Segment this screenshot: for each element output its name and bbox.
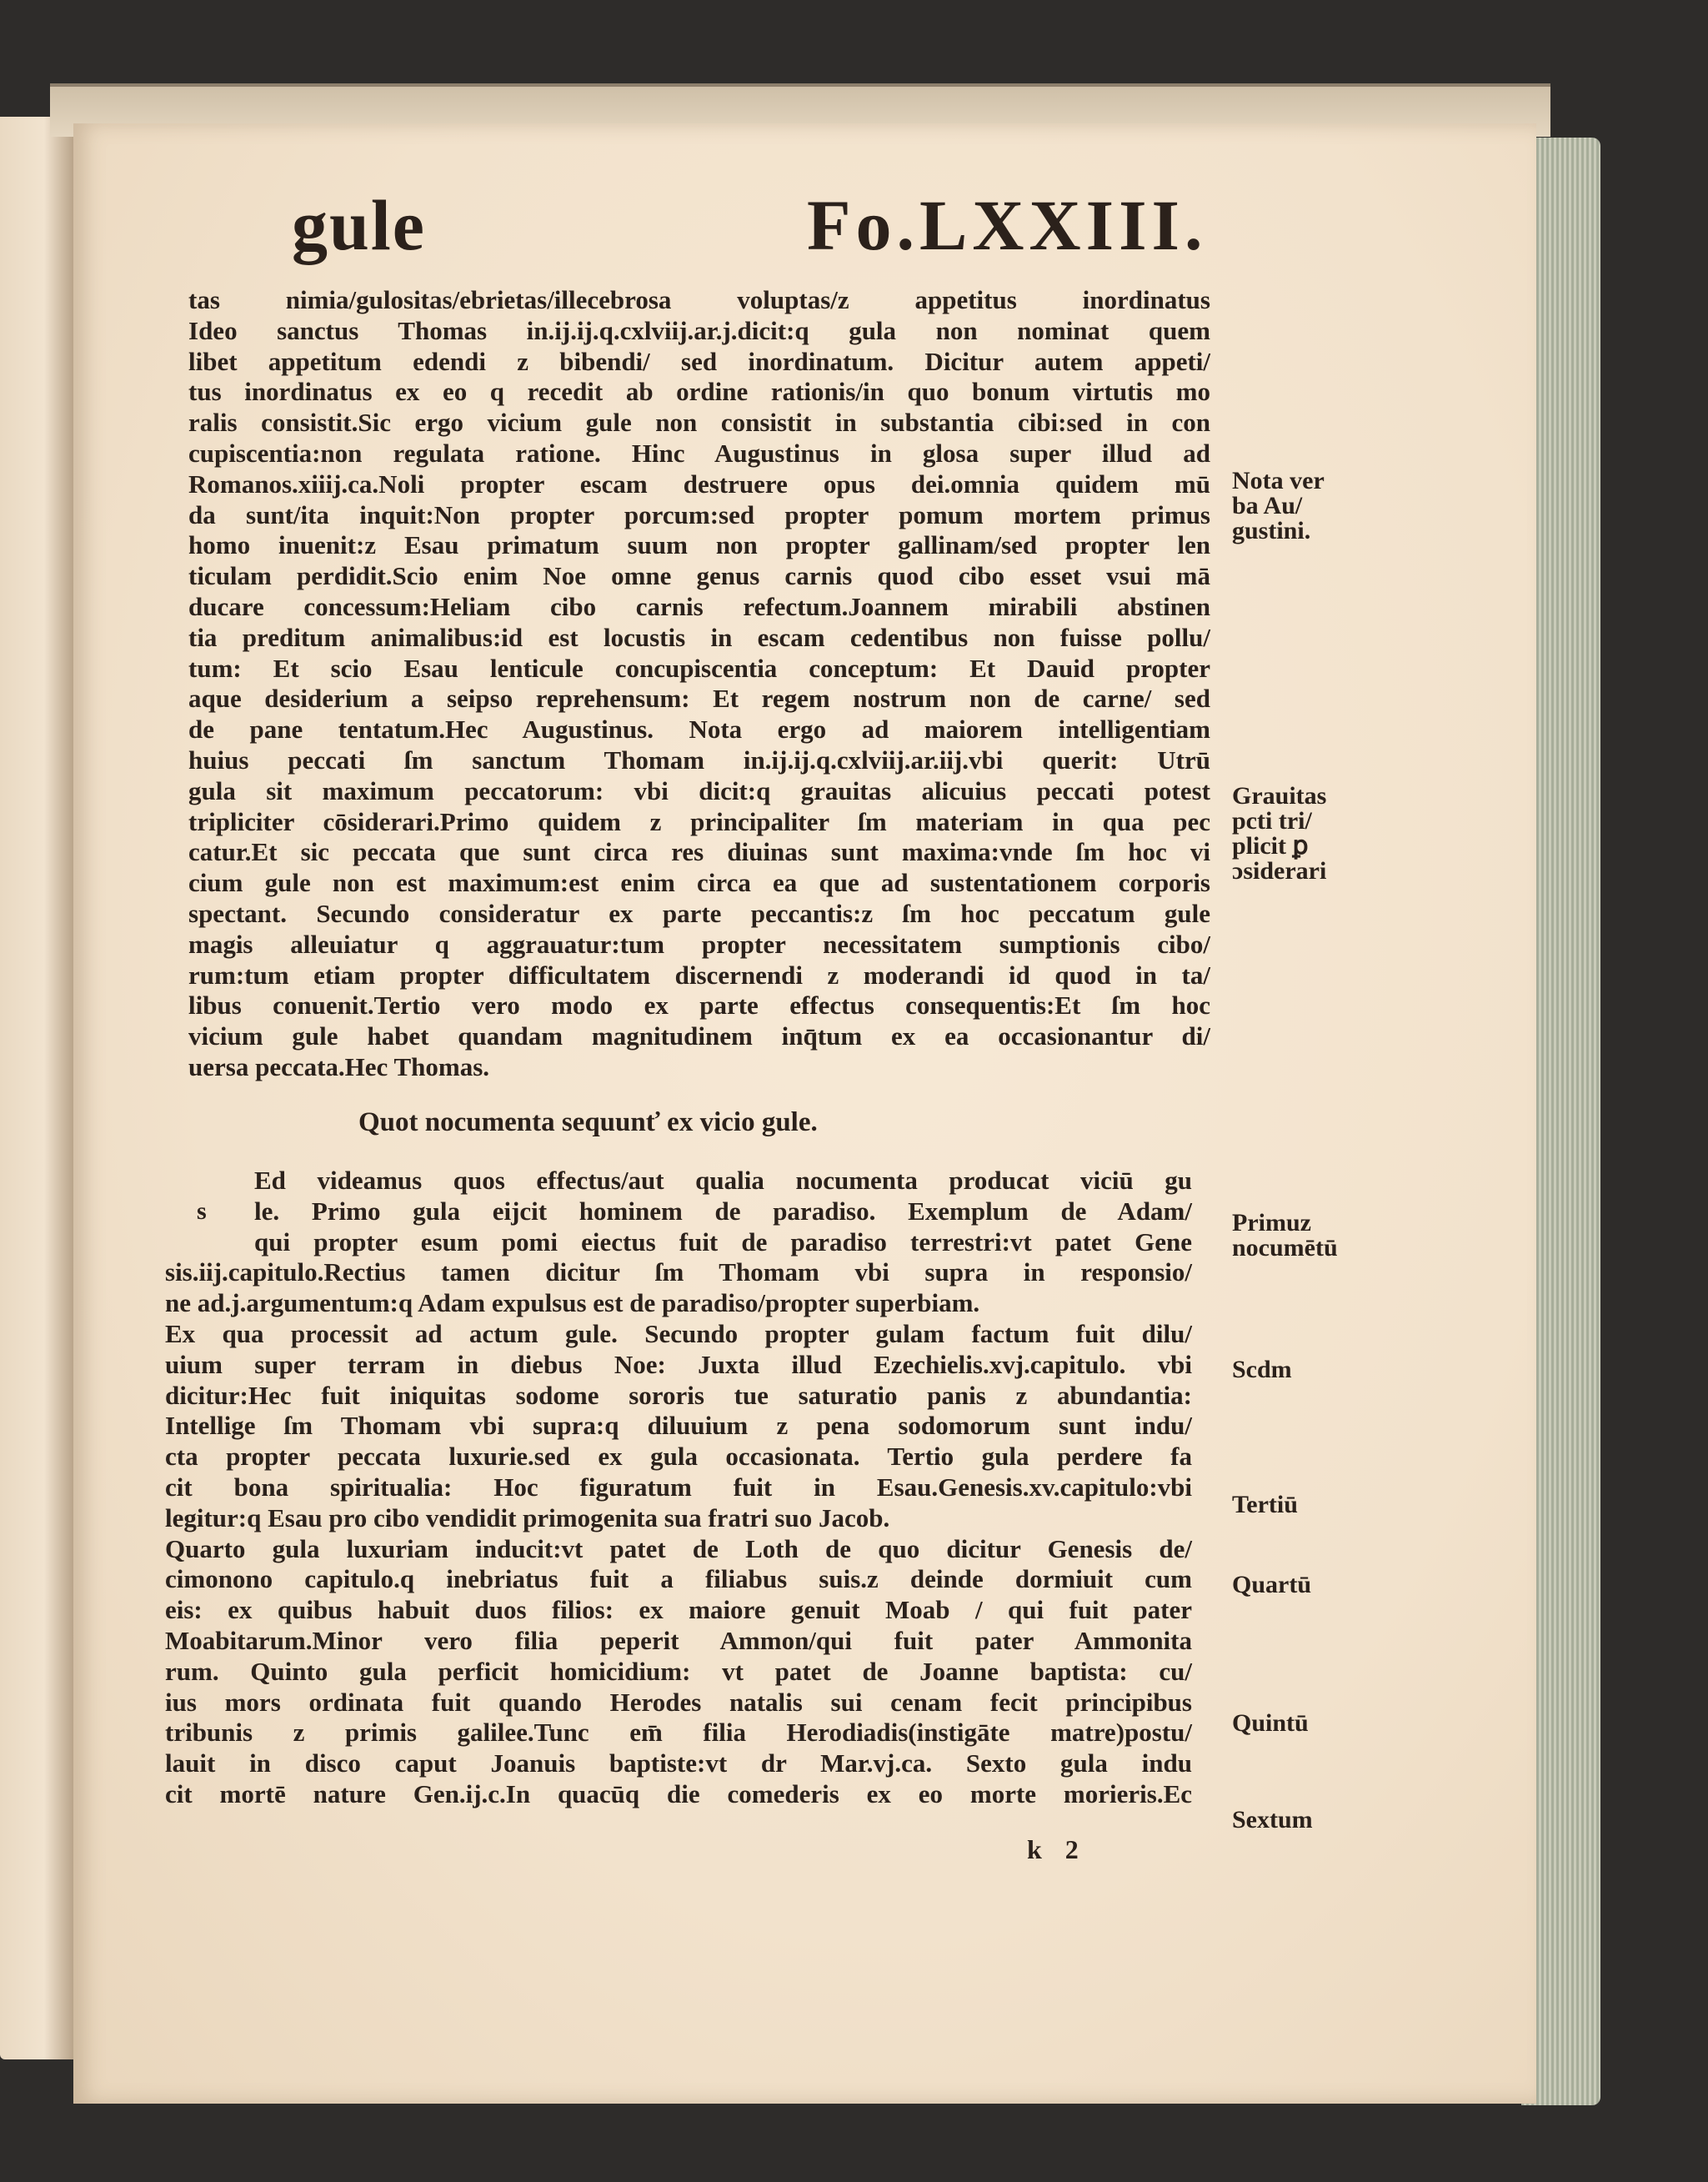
section-heading: Quot nocumenta sequunť ex vicio gule. [358, 1107, 818, 1137]
text-line: dicitur:Hec fuit iniquitas sodome sororis tue saturatio panis z abundantia: [165, 1380, 1192, 1410]
text-line: vicium gule habet quandam magnitudinem inq̄tum ex ea occasionantur di/ [188, 1021, 1210, 1051]
margin-note-line: pcti tri/ [1232, 807, 1312, 835]
text-line: tia preditum animalibus:id est locustis in escam cedentibus non fuisse pollu/ [188, 622, 1210, 652]
text-line: tas nimia/gulositas/ebrietas/illecebrosa voluptas/z appetitus inordinatus [188, 285, 1210, 314]
text-line: cupiscentia:non regulata ratione. Hinc Augustinus in glosa super illud ad [188, 439, 1210, 468]
text-line: ne ad.j.argumentum:q Adam expulsus est de paradiso/propter superbiam. [165, 1288, 980, 1318]
margin-note-line: ɔsiderari [1232, 857, 1327, 885]
text-line: tus inordinatus ex eo q recedit ab ordine rationis/in quo bonum virtutis mo [188, 377, 1210, 407]
margin-note [1232, 1211, 1338, 1261]
text-line: catur.Et sic peccata que sunt circa res diuinas sunt maxima:vnde ſm hoc vi [188, 837, 1210, 867]
text-line: Ex qua processit ad actum gule. Secundo propter gulam factum fuit dilu/ [165, 1319, 1192, 1348]
margin-note [1232, 1808, 1313, 1833]
margin-note [1232, 469, 1325, 544]
text-line: tum: Et scio Esau lenticule concupiscentia conceptum: Et Dauid propter [188, 653, 1210, 683]
margin-note-line: ba Au/ [1232, 492, 1303, 519]
margin-note-line: plicit ꝑ [1232, 832, 1309, 860]
text-line: spectant. Secundo consideratur ex parte peccantis:z ſm hoc peccatum gule [188, 899, 1210, 928]
text-line: legitur:q Esau pro cibo vendidit primogenita sua fratri suo Jacob. [165, 1502, 890, 1532]
text-line: cium gule non est maximum:est enim circa ea que ad sustentationem corporis [188, 868, 1210, 898]
text-line: huius peccati ſm sanctum Thomam in.ij.ij.q.cxlviij.ar.iij.vbi querit: Utrū [188, 745, 1210, 775]
text-line: libus conuenit.Tertio vero modo ex parte effectus consequentis:Et ſm hoc [188, 991, 1210, 1021]
text-line: qui propter esum pomi eiectus fuit de paradiso terrestri:vt patet Gene [254, 1226, 1192, 1257]
margin-note-line: Tertiū [1232, 1491, 1298, 1518]
text-line: eis: ex quibus habuit duos filios: ex maiore genuit Moab / qui fuit pater [165, 1595, 1192, 1625]
initial-guide-letter: s [197, 1197, 207, 1225]
text-line: lauit in disco caput Joanuis baptiste:vt dr Mar.vj.ca. Sexto gula indu [165, 1748, 1192, 1778]
text-line: uium super terram in diebus Noe: Juxta illud Ezechielis.xvj.capitulo. vbi [165, 1349, 1192, 1379]
margin-note [1232, 1357, 1292, 1382]
margin-note-line: Sextum [1232, 1806, 1313, 1833]
facing-page-edge [0, 117, 73, 2059]
margin-note-line: Grauitas [1232, 782, 1327, 810]
text-line: cit bona spiritualia: Hoc figuratum fuit in Esau.Genesis.xv.capitulo:vbi [165, 1472, 1192, 1502]
text-line: uersa peccata.Hec Thomas. [188, 1052, 490, 1081]
text-line: de pane tentatum.Hec Augustinus. Nota ergo ad maiorem intelligentiam [188, 715, 1210, 745]
margin-note-line: Nota ver [1232, 467, 1325, 494]
text-line: cta propter peccata luxurie.sed ex gula occasionata. Tertio gula perdere fa [165, 1442, 1192, 1472]
running-head-title: gule [292, 185, 426, 265]
text-line: Ideo sanctus Thomas in.ij.ij.q.cxlviij.ar.j.dicit:q gula non nominat quem [188, 315, 1210, 345]
margin-note-line: gustini. [1232, 517, 1311, 544]
signature-mark: k 2 [1027, 1834, 1079, 1864]
text-line: Romanos.xiiij.ca.Noli propter escam destruere opus dei.omnia quidem mū [188, 469, 1210, 499]
text-line: homo inuenit:z Esau primatum suum non propter gallinam/sed propter len [188, 530, 1210, 560]
text-line: sis.iij.capitulo.Rectius tamen dicitur ſm Thomam vbi supra in responsio/ [165, 1257, 1192, 1287]
text-line: cit mortē nature Gen.ij.c.In quacūq die comederis ex eo morte morieris.Ec [165, 1779, 1192, 1808]
text-line: le. Primo gula eijcit hominem de paradiso. Exemplum de Adam/ [254, 1196, 1192, 1226]
margin-note-line: Quintū [1232, 1709, 1309, 1737]
text-line: cimonono capitulo.q inebriatus fuit a filiabus suis.z deinde dormiuit cum [165, 1564, 1192, 1594]
text-line: rum:tum etiam propter difficultatem discernendi z moderandi id quod in ta/ [188, 960, 1210, 990]
text-line: ralis consistit.Sic ergo vicium gule non consistit in substantia cibi:sed in con [188, 408, 1210, 438]
folio-number: Fo.LXXIII. [807, 185, 1208, 265]
margin-note-line: Scdm [1232, 1356, 1292, 1383]
margin-note [1232, 1711, 1309, 1736]
margin-note-line: Primuz [1232, 1209, 1311, 1236]
text-line: ius mors ordinata fuit quando Herodes natalis sui cenam fecit principibus [165, 1687, 1192, 1717]
text-line: ducare concessum:Heliam cibo carnis refectum.Joannem mirabili abstinen [188, 592, 1210, 621]
margin-note [1232, 784, 1326, 884]
text-line: ticulam perdidit.Scio enim Noe omne genus carnis quod cibo esset vsui mā [188, 561, 1210, 591]
text-line: libet appetitum edendi z bibendi/ sed inordinatum. Dicitur autem appeti/ [188, 346, 1210, 376]
margin-note-line: nocumētū [1232, 1234, 1338, 1262]
text-line: tribunis z primis galilee.Tunc em̄ filia Herodiadis(instigāte matre)postu/ [165, 1718, 1192, 1748]
text-line: Moabitarum.Minor vero filia peperit Ammon/qui fuit pater Ammonita [165, 1626, 1192, 1655]
text-line: da sunt/ita inquit:Non propter porcum:sed propter pomum mortem primus [188, 499, 1210, 529]
text-line: tripliciter cōsiderari.Primo quidem z principaliter ſm materiam in qua pec [188, 806, 1210, 836]
text-line: rum. Quinto gula perficit homicidium: vt patet de Joanne baptista: cu/ [165, 1656, 1192, 1686]
text-line: gula sit maximum peccatorum: vbi dicit:q grauitas alicuius peccati potest [188, 775, 1210, 805]
text-line: Intellige ſm Thomam vbi supra:q diluuium z pena sodomorum sunt indu/ [165, 1411, 1192, 1441]
margin-note-line: Quartū [1232, 1571, 1312, 1598]
text-line: aque desiderium a seipso reprehensum: Et regem nostrum non de carne/ sed [188, 684, 1210, 714]
text-line: Ed videamus quos effectus/aut qualia nocumenta producat viciū gu [254, 1166, 1192, 1195]
margin-note [1232, 1573, 1311, 1598]
text-line: Quarto gula luxuriam inducit:vt patet de Loth de quo dicitur Genesis de/ [165, 1533, 1192, 1563]
margin-note [1232, 1492, 1298, 1517]
text-line: magis alleuiatur q aggrauatur:tum propter necessitatem sumptionis cibo/ [188, 929, 1210, 959]
